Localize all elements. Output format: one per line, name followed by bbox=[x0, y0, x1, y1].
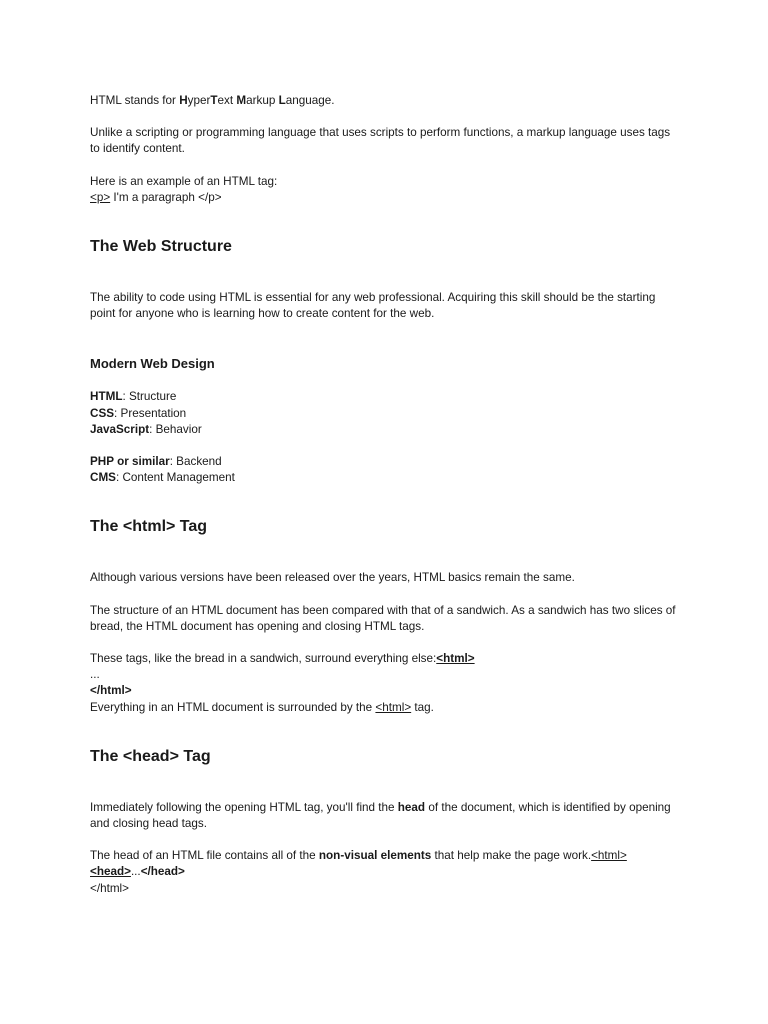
intro-paragraph-2: Unlike a scripting or programming language that uses scripts to perform functions, a markup language uses tags to identify content. bbox=[90, 126, 671, 156]
text: The head of an HTML file contains all of the bbox=[90, 849, 319, 863]
desc: : Backend bbox=[169, 455, 222, 469]
heading-modern-web-design: Modern Web Design bbox=[90, 356, 215, 372]
term: CSS bbox=[90, 406, 115, 420]
code-tag: <html> bbox=[375, 700, 412, 714]
bold-term: head bbox=[397, 800, 426, 814]
intro-paragraph-1 bbox=[90, 93, 680, 109]
text: Everything in an HTML document is surrounded by the bbox=[90, 700, 376, 714]
code-tag: </head> bbox=[140, 865, 185, 879]
text: arkup bbox=[246, 94, 279, 107]
modern-design-list-2 bbox=[90, 454, 680, 486]
text: These tags, like the bread in a sandwich, surround everything else: bbox=[90, 652, 437, 666]
code-tag: <head> bbox=[90, 865, 131, 879]
term: PHP or similar bbox=[90, 455, 170, 469]
bold-term: non-visual elements bbox=[318, 849, 432, 863]
html-tag-paragraph-2: The structure of an HTML document has been compared with that of a sandwich. As a sandwich has two slices of bread, the HTML document has opening and closing HTML tags. bbox=[90, 603, 676, 633]
code-tag: </html> bbox=[90, 684, 132, 698]
text: ext bbox=[217, 94, 237, 107]
text: Immediately following the opening HTML tag, you'll find the bbox=[90, 800, 398, 814]
heading-html-tag: The <html> Tag bbox=[90, 518, 208, 536]
text: I'm a paragraph </p> bbox=[110, 190, 222, 204]
heading-web-structure: The Web Structure bbox=[90, 238, 232, 256]
ellipsis: ... bbox=[130, 865, 141, 879]
html-tag-paragraph-3 bbox=[90, 651, 680, 716]
bold-letter: H bbox=[179, 94, 188, 107]
text: Here is an example of an HTML tag: bbox=[90, 174, 278, 188]
modern-design-list-1 bbox=[90, 389, 680, 438]
bold-letter: L bbox=[278, 94, 286, 107]
term: JavaScript bbox=[90, 422, 150, 436]
head-tag-paragraph-1 bbox=[90, 800, 680, 832]
web-structure-paragraph: The ability to code using HTML is essential for any web professional. Acquiring this skill should be the starting point for anyone who is learning how to create content for the web. bbox=[90, 291, 656, 321]
text: of the document, which is identified by opening and closing head tags. bbox=[90, 800, 671, 831]
term: CMS bbox=[90, 471, 116, 485]
term: HTML bbox=[90, 390, 123, 404]
code-tag: <p> bbox=[90, 190, 111, 204]
text: that help make the page work. bbox=[431, 849, 592, 863]
html-tag-paragraph-1: Although various versions have been released over the years, HTML basics remain the same. bbox=[90, 571, 575, 585]
text: HTML stands for bbox=[90, 94, 180, 107]
desc: : Behavior bbox=[149, 422, 202, 436]
ellipsis: ... bbox=[90, 668, 100, 682]
text: tag. bbox=[411, 700, 434, 714]
document-body bbox=[90, 93, 680, 897]
heading-head-tag: The <head> Tag bbox=[90, 747, 211, 765]
desc: : Presentation bbox=[114, 406, 187, 420]
bold-letter: M bbox=[236, 94, 247, 107]
code-tag: <html> bbox=[591, 849, 627, 863]
head-tag-paragraph-2 bbox=[90, 848, 680, 897]
text: yper bbox=[187, 94, 211, 107]
text: anguage. bbox=[285, 94, 335, 107]
bold-letter: T bbox=[210, 94, 218, 107]
code-tag: <html> bbox=[436, 652, 475, 666]
desc: : Content Management bbox=[115, 471, 235, 485]
desc: : Structure bbox=[122, 390, 177, 404]
code-tag: </html> bbox=[90, 881, 129, 895]
intro-paragraph-3 bbox=[90, 174, 680, 206]
